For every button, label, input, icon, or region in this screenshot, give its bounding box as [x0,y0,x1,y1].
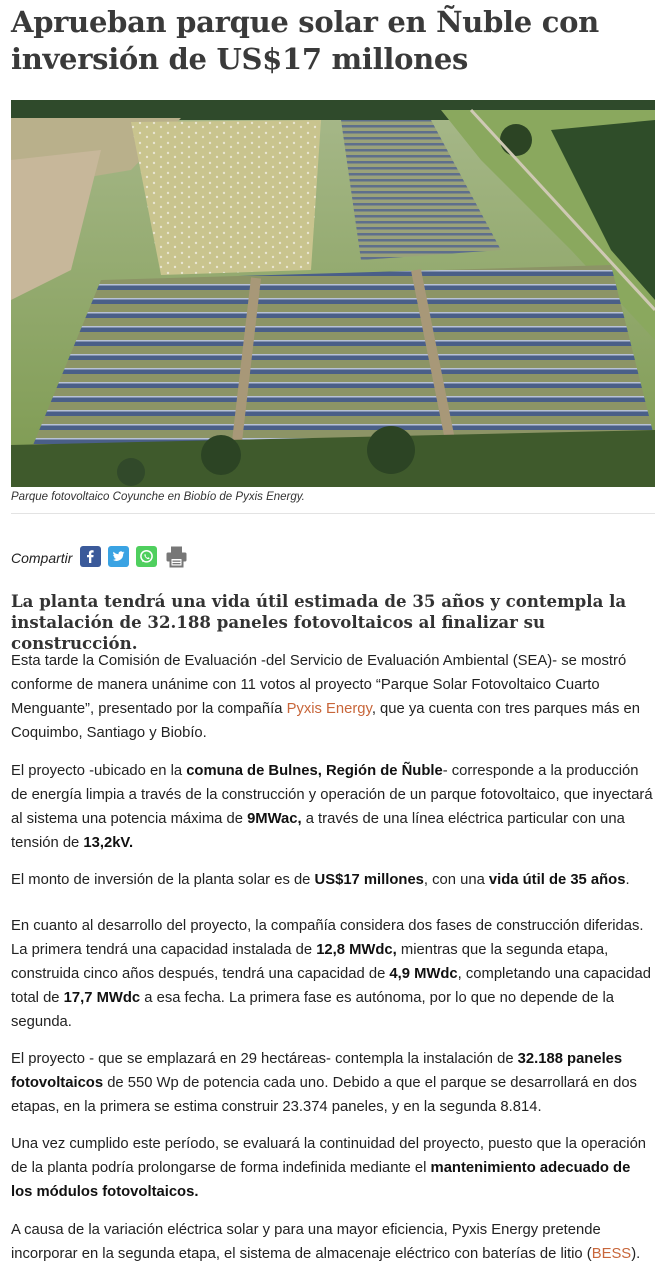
share-bar [11,543,196,569]
article-title: Aprueban parque solar en Ñuble con inversión de US$17 millones [11,5,599,76]
facebook-icon [80,546,101,567]
bess-link[interactable]: BESS [591,1246,632,1262]
paragraph-1: Esta tarde la Comisión de Evaluación -del Servicio de Evaluación Ambiental (SEA)- se mostró conforme de manera unánime con 11 votos al proyecto “Parque Solar Fotovoltaico Cuarto Menguante”, presentado por la compañía Pyxis Energy, que ya cuenta con tres parques más en Coquimbo, Santiago y Biobío. [11,653,640,741]
article-photo [11,100,655,487]
facebook-share-button[interactable] [80,546,101,567]
share-label: Compartir [11,550,73,566]
paragraph-6: Una vez cumplido este período, se evaluará la continuidad del proyecto, puesto que la operación de la planta podría prolongarse de forma indefinida mediante el mantenimiento adecuado de los módulos fotovoltaicos. [11,1136,647,1200]
photo-caption: Parque fotovoltaico Coyunche en Biobío de Pyxis Energy. [11,491,305,503]
print-button[interactable] [164,546,189,567]
twitter-share-button[interactable] [108,546,129,567]
solar-farm-aerial-image [11,100,655,487]
whatsapp-icon [136,546,157,567]
pyxis-energy-link[interactable]: Pyxis Energy [286,701,372,717]
paragraph-7: A causa de la variación eléctrica solar y para una mayor eficiencia, Pyxis Energy pretende incorporar en la segunda etapa, el sistema de almacenaje eléctrico con baterías de litio (BESS). [11,1222,641,1262]
article-lead: La planta tendrá una vida útil estimada de 35 años y contempla la instalación de 32.188 paneles fotovoltaicos al finalizar su construcción. [11,591,627,653]
paragraph-5: El proyecto - que se emplazará en 29 hectáreas- contempla la instalación de 32.188 paneles fotovoltaicos de 550 Wp de potencia cada uno. Debido a que el parque se desarrollará en dos etapas, en la primera se estima construir 23.374 paneles, y en la segunda 8.814. [11,1051,637,1115]
paragraph-4: En cuanto al desarrollo del proyecto, la compañía considera dos fases de construcción diferidas. La primera tendrá una capacidad instalada de 12,8 MWdc, mientras que la segunda etapa, construida cinco años después, tendrá una capacidad de 4,9 MWdc, completando una capacidad total de 17,7 MWdc a esa fecha. La primera fase es autónoma, por lo que no depende de la segunda. [11,918,651,1030]
print-icon [164,544,189,569]
paragraph-2: El proyecto -ubicado en la comuna de Bulnes, Región de Ñuble- corresponde a la producción de energía limpia a través de la construcción y operación de un parque fotovoltaico, que inyectará al sistema una potencia máxima de 9MWac, a través de una línea eléctrica particular con una tensión de 13,2kV. [11,763,653,851]
paragraph-3: El monto de inversión de la planta solar es de US$17 millones, con una vida útil de 35 años. [11,872,630,888]
whatsapp-share-button[interactable] [136,546,157,567]
twitter-icon [108,546,129,567]
divider [11,513,655,514]
